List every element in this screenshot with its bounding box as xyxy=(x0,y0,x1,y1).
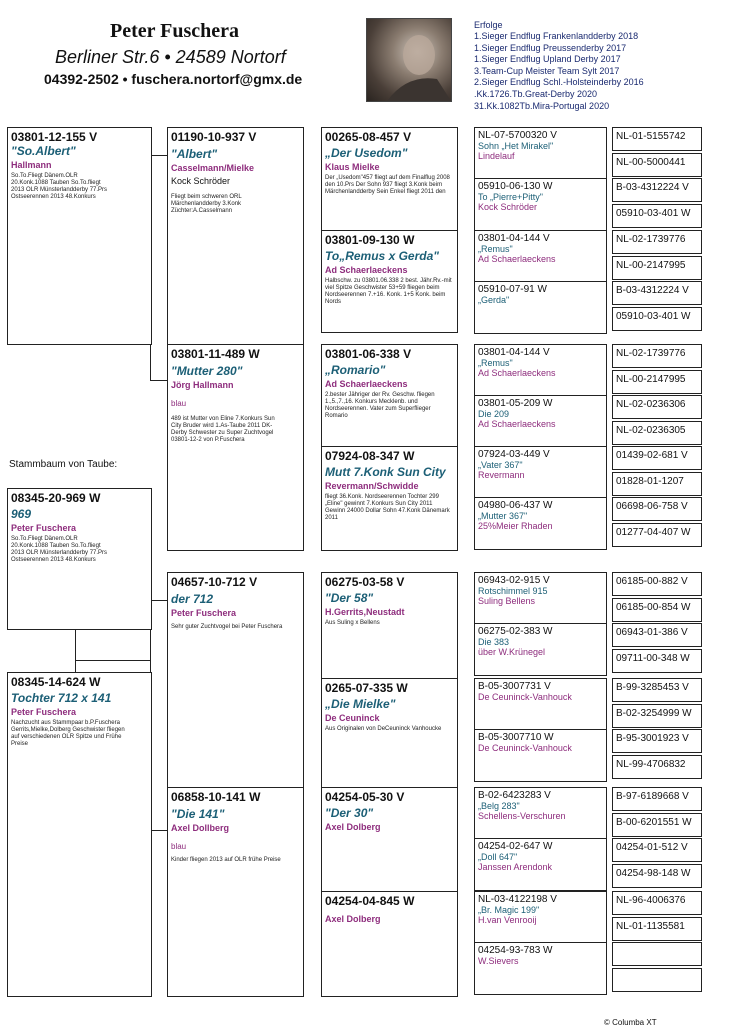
ancestor-ring-box[interactable] xyxy=(612,917,702,941)
pigeon-card[interactable] xyxy=(474,395,607,448)
pigeon-card[interactable] xyxy=(474,623,607,676)
erfolg-item: 31.Kk.1082Tb.Mira-Portugal 2020 xyxy=(474,100,610,111)
ancestor-ring-box[interactable] xyxy=(612,204,702,228)
ancestor-ring-box[interactable] xyxy=(612,178,702,202)
ring-number: B-97-6189668 V xyxy=(616,791,689,802)
erfolg-item: 1.Sieger Endflug Frankenlandderby 2018 xyxy=(474,31,639,41)
portrait-icon xyxy=(367,19,451,101)
breeder-name: 25%Meier Rhaden xyxy=(478,521,553,531)
ancestor-ring-box[interactable] xyxy=(612,649,702,673)
erfolge-list xyxy=(474,31,644,112)
pigeon-description: Aus Suling x Bellens xyxy=(325,620,380,626)
ring-number: 05910-07-91 W xyxy=(478,284,547,295)
breeder-name: Revermann/Schwidde xyxy=(325,481,419,491)
pigeon-description: So.To.Fliegt Dänem.OLR 20.Konk.1088 Tauben So.To.fliegt 2013 OLR Münsterlandderby 77.Prs Ostseerennen 2013 48.Konkurs xyxy=(11,536,108,563)
ring-number: NL-01-5155742 xyxy=(616,131,686,142)
pigeon-name: Mutt 7.Konk Sun City xyxy=(325,465,446,479)
pigeon-name: der 712 xyxy=(171,592,214,606)
ring-number: B-03-4312224 V xyxy=(616,285,689,296)
pigeon-description: fliegt 36.Konk. Nordseerennen Tochter 299 „Eline" gewinnt 7.Konkurs Sun City 2011 Gewinn 24000 Dollar Sohn 47.Konk Dänemark 2011 xyxy=(325,494,450,521)
breeder-name: Ad Schaerlaeckens xyxy=(478,419,556,429)
pigeon-name: „Die Mielke" xyxy=(325,697,396,711)
ring-number: 06275-02-383 W xyxy=(478,626,553,637)
breeder-name: über W.Krünegel xyxy=(478,647,546,657)
ring-number: 04657-10-712 V xyxy=(171,575,258,589)
ring-number: B-00-6201551 W xyxy=(616,817,692,828)
breeder-name: De Ceuninck-Vanhouck xyxy=(478,743,572,753)
ring-number: 06275-03-58 V xyxy=(325,575,405,589)
ancestor-ring-box[interactable] xyxy=(612,497,702,521)
ring-number: B-95-3001923 V xyxy=(616,733,689,744)
pigeon-card[interactable] xyxy=(167,344,304,551)
ancestor-ring-box[interactable] xyxy=(612,891,702,915)
breeder-name: Ad Schaerlaeckens xyxy=(325,379,408,389)
breeder-name: De Ceuninck-Vanhouck xyxy=(478,692,572,702)
ancestor-ring-box[interactable] xyxy=(612,127,702,151)
pigeon-description: Aus Originalen von DeCeuninck Vanhoucke xyxy=(325,726,442,732)
ring-number: 08345-14-624 W xyxy=(11,675,101,689)
breeder-name: Janssen Arendonk xyxy=(478,862,553,872)
ring-number xyxy=(613,943,701,946)
ring-number: 07924-03-449 V xyxy=(478,449,550,460)
ancestor-ring-box[interactable] xyxy=(612,678,702,702)
ancestor-ring-box[interactable] xyxy=(612,704,702,728)
erfolge-title: Erfolge xyxy=(474,20,503,30)
pigeon-card[interactable] xyxy=(167,127,304,345)
erfolg-item: 1.Sieger Endflug Preussenderby 2017 xyxy=(474,42,627,53)
breeder-name: Casselmann/Mielke xyxy=(171,163,255,173)
pigeon-card[interactable] xyxy=(474,942,607,995)
pigeon-card[interactable] xyxy=(474,678,607,730)
pigeon-name: "Mutter 280" xyxy=(171,364,243,378)
pigeon-name: Rotschimmel 915 xyxy=(478,586,548,596)
pigeon-description: 489 ist Mutter von Eline 7.Konkurs Sun City Bruder wird 1.As-Taube 2011 DK-Derby Schwester zu Super Zuchtvogel 03801-12-2 von P.Fuschera xyxy=(171,416,275,443)
pigeon-name: Die 209 xyxy=(478,409,510,419)
ring-number: NL-00-5000441 xyxy=(616,157,686,168)
ring-number: 07924-08-347 W xyxy=(325,449,415,463)
breeder-name: Kock Schröder xyxy=(478,202,538,212)
ring-number: B-05-3007710 W xyxy=(478,732,554,743)
ring-number: 06185-00-882 V xyxy=(616,576,688,587)
pigeon-name: „Der Usedom" xyxy=(325,146,408,160)
ancestor-ring-box[interactable] xyxy=(612,446,702,470)
ring-number: 04254-02-647 W xyxy=(478,841,553,852)
ring-number: 04980-06-437 W xyxy=(478,500,553,511)
pigeon-card[interactable] xyxy=(474,127,607,179)
pigeon-name: "Der 30" xyxy=(325,806,374,820)
ring-number: 04254-04-845 W xyxy=(325,894,415,908)
ancestor-ring-box[interactable] xyxy=(612,344,702,368)
ancestor-ring-box[interactable] xyxy=(612,787,702,811)
pigeon-name: "Albert" xyxy=(171,147,218,161)
pigeon-card[interactable] xyxy=(474,729,607,782)
ring-number: NL-00-2147995 xyxy=(616,260,686,271)
pigeon-card[interactable] xyxy=(321,891,458,997)
breeder-name: W.Sievers xyxy=(478,956,519,966)
pigeon-name: Sohn „Het Mirakel" xyxy=(478,141,554,151)
pigeon-card[interactable] xyxy=(7,488,152,630)
pigeon-name: Die 383 xyxy=(478,637,510,647)
breeder-name: Lindelauf xyxy=(478,151,515,161)
ring-number: 05910-06-130 W xyxy=(478,181,553,192)
ancestor-ring-box[interactable] xyxy=(612,395,702,419)
breeder-name: Jörg Hallmann xyxy=(171,380,234,390)
ring-number: NL-02-1739776 xyxy=(616,348,686,359)
pigeon-description: Sehr guter Zuchtvogel bei Peter Fuschera xyxy=(171,624,283,630)
pigeon-name: „Br. Magic 199" xyxy=(478,905,540,915)
ring-number: 03801-05-209 W xyxy=(478,398,553,409)
connector xyxy=(150,380,167,381)
ring-number: 05910-03-401 W xyxy=(616,311,691,322)
breeder-name: Axel Dolberg xyxy=(325,914,381,924)
connector xyxy=(75,660,150,661)
ancestor-ring-box[interactable] xyxy=(612,838,702,862)
pigeon-card[interactable] xyxy=(474,497,607,550)
ring-number: 04254-93-783 W xyxy=(478,945,553,956)
connector xyxy=(150,600,167,601)
pigeon-card[interactable] xyxy=(474,572,607,624)
pigeon-description: Kinder fliegen 2013 auf OLR frühe Preise xyxy=(171,857,281,863)
ancestor-ring-box[interactable] xyxy=(612,942,702,966)
ancestor-ring-box[interactable] xyxy=(612,523,702,547)
pigeon-name: „Doll 647" xyxy=(478,852,518,862)
pigeon-name: "Die 141" xyxy=(171,807,225,821)
ring-number: 04254-01-512 V xyxy=(616,842,688,853)
ancestor-ring-box[interactable] xyxy=(612,968,702,992)
ring-number: 04254-98-148 W xyxy=(616,868,691,879)
ring-number: NL-00-2147995 xyxy=(616,374,686,385)
pigeon-card[interactable] xyxy=(474,230,607,282)
pigeon-name: „Belg 283" xyxy=(478,801,520,811)
co-breeder: Kock Schröder xyxy=(171,176,231,186)
erfolg-item: .Kk.1726.Tb.Great-Derby 2020 xyxy=(474,88,598,99)
ring-number: NL-02-1739776 xyxy=(616,234,686,245)
ring-number: 03801-11-489 W xyxy=(171,347,260,361)
ancestor-ring-box[interactable] xyxy=(612,421,702,445)
breeder-name: Peter Fuschera xyxy=(11,707,77,717)
pigeon-card[interactable] xyxy=(321,678,458,788)
pigeon-card[interactable] xyxy=(321,344,458,447)
ring-number: 08345-20-969 W xyxy=(11,491,101,505)
breeder-name: Suling Bellens xyxy=(478,596,536,606)
ancestor-ring-box[interactable] xyxy=(612,598,702,622)
pigeon-card[interactable] xyxy=(474,344,607,396)
ancestor-ring-box[interactable] xyxy=(612,623,702,647)
ring-number: 06185-00-854 W xyxy=(616,602,691,613)
pigeon-description: Halbschw. zu 03801.06.338 2 best. Jähr.Rv.-mit viel Spitze Geschwister 53+59 fliegen beim Nordseerennen 7.+16. Konk. 1+5 Konk. beim Nords xyxy=(325,278,452,305)
ring-number: NL-01-1135581 xyxy=(616,921,685,932)
ring-number: NL-07-5700320 V xyxy=(478,130,557,141)
breeder-name: Klaus Mielke xyxy=(325,162,380,172)
ring-number: 03801-04-144 V xyxy=(478,233,550,244)
ancestor-ring-box[interactable] xyxy=(612,153,702,177)
ancestor-ring-box[interactable] xyxy=(612,230,702,254)
ring-number: B-02-3254999 W xyxy=(616,708,692,719)
breeder-name: H.Gerrits,Neustadt xyxy=(325,607,405,617)
pigeon-color: blau xyxy=(171,399,187,408)
pigeon-card[interactable] xyxy=(474,446,607,498)
pigeon-name: Tochter 712 x 141 xyxy=(11,691,112,705)
breeder-name: H.van Venrooij xyxy=(478,915,537,925)
ring-number: 03801-12-155 V xyxy=(11,130,98,144)
breeder-name: Ad Schaerlaeckens xyxy=(478,368,556,378)
pigeon-card[interactable] xyxy=(474,838,607,891)
connector xyxy=(75,630,76,675)
ring-number: 06858-10-141 W xyxy=(171,790,261,804)
ring-number: 0265-07-335 W xyxy=(325,681,408,695)
ring-number: B-99-3285453 V xyxy=(616,682,689,693)
pigeon-card[interactable] xyxy=(7,672,152,997)
ring-number: 09711-00-348 W xyxy=(616,653,690,664)
pigeon-name: „Gerda" xyxy=(478,295,510,305)
ring-number: 00265-08-457 V xyxy=(325,130,412,144)
pigeon-card[interactable] xyxy=(167,787,304,997)
ancestor-ring-box[interactable] xyxy=(612,256,702,280)
pigeon-card[interactable] xyxy=(321,446,458,551)
owner-contact: 04392-2502 • fuschera.nortorf@gmx.de xyxy=(44,71,303,87)
pigeon-name: „Remus" xyxy=(478,244,513,254)
ancestor-ring-box[interactable] xyxy=(612,572,702,596)
erfolg-item: 1.Sieger Endflug Upland Derby 2017 xyxy=(474,54,621,65)
breeder-name: Peter Fuschera xyxy=(171,608,237,618)
breeder-name: Peter Fuschera xyxy=(11,523,77,533)
breeder-name: Ad Schaerlaeckens xyxy=(325,265,408,275)
pigeon-name: „Remus" xyxy=(478,358,513,368)
pigeon-card[interactable] xyxy=(167,572,304,788)
owner-photo xyxy=(366,18,452,102)
pigeon-card[interactable] xyxy=(7,127,152,345)
ring-number: B-05-3007731 V xyxy=(478,681,551,692)
erfolg-item: 3.Team-Cup Meister Team Sylt 2017 xyxy=(474,65,620,76)
owner-address: Berliner Str.6 • 24589 Nortorf xyxy=(55,47,286,67)
stammbaum-label: Stammbaum von Taube: xyxy=(9,459,118,470)
ring-number: NL-02-0236306 xyxy=(616,399,686,410)
ring-number: 01828-01-1207 xyxy=(616,476,684,487)
pigeon-name: "Der 58" xyxy=(325,591,374,605)
ring-number: 03801-09-130 W xyxy=(325,233,415,247)
ring-number: 06698-06-758 V xyxy=(616,501,688,512)
pigeon-card[interactable] xyxy=(474,178,607,231)
connector xyxy=(150,155,167,156)
ring-number: 06943-01-386 V xyxy=(616,627,688,638)
ancestor-ring-box[interactable] xyxy=(612,307,702,331)
footer-credit: © Columba XT xyxy=(604,1018,657,1027)
pigeon-card[interactable] xyxy=(321,787,458,892)
pigeon-card[interactable] xyxy=(474,891,607,943)
pigeon-name: „Romario" xyxy=(325,363,386,377)
pigeon-card[interactable] xyxy=(474,787,607,839)
pigeon-name: „Mutter 367" xyxy=(478,511,528,521)
breeder-name: Schellens-Verschuren xyxy=(478,811,566,821)
ring-number: NL-99-4706832 xyxy=(616,759,686,770)
pigeon-color: blau xyxy=(171,842,187,851)
breeder-name: Ad Schaerlaeckens xyxy=(478,254,556,264)
ring-number: 01439-02-681 V xyxy=(616,450,688,461)
ancestor-ring-box[interactable] xyxy=(612,729,702,753)
pigeon-description: 2.bester Jähriger der Rv. Geschw. fliegen 1.,5.,7.,16. Konkurs Mecklenb. und Nordseerennen. Vater zum Superflieger Romario xyxy=(325,392,435,419)
pigeon-card[interactable] xyxy=(321,230,458,333)
breeder-name: Axel Dolberg xyxy=(325,822,381,832)
ring-number xyxy=(613,969,701,972)
pigeon-name: To „Pierre+Pitty" xyxy=(478,192,543,202)
ring-number: 05910-03-401 W xyxy=(616,208,691,219)
pigeon-description: So.To.Fliegt Dänem.OLR 20.Konk.1088 Tauben So.To.fliegt 2013 OLR Münsterlandderby 77.Prs Ostseerennen 2013 48.Konkurs xyxy=(11,173,108,200)
ancestor-ring-box[interactable] xyxy=(612,813,702,837)
ring-number: B-02-6423283 V xyxy=(478,790,551,801)
breeder-name: Axel Dollberg xyxy=(171,823,230,833)
ring-number: NL-96-4006376 xyxy=(616,895,686,906)
pigeon-card[interactable] xyxy=(321,572,458,679)
pigeon-description: Nachzucht aus Stammpaar b.P.Fuschera Gerrits,Mielke,Dolberg Geschwister fliegen auf verschiedenen OLR Spitze und Frühe Preise xyxy=(11,720,125,747)
ring-number: 01190-10-937 V xyxy=(171,130,257,144)
pigeon-card[interactable] xyxy=(474,281,607,334)
ring-number: NL-02-0236305 xyxy=(616,425,686,436)
breeder-name: Hallmann xyxy=(11,160,52,170)
ancestor-ring-box[interactable] xyxy=(612,281,702,305)
ring-number: B-03-4312224 V xyxy=(616,182,689,193)
ring-number: 01277-04-407 W xyxy=(616,527,691,538)
pigeon-description: Der „Usedom"457 fliegt auf dem Finalflug 2008 den 10.Prs Der Sohn 937 fliegt 3.Konk beim Märchenlandderby Sein Enkel fliegt 2011 den xyxy=(325,175,450,195)
breeder-name: De Ceuninck xyxy=(325,713,380,723)
ring-number: NL-03-4122198 V xyxy=(478,894,557,905)
ancestor-ring-box[interactable] xyxy=(612,864,702,888)
erfolg-item: 2.Sieger Endflug Schl.-Holsteinderby 2016 xyxy=(474,77,644,88)
pigeon-description: Fliegt beim schweren ORL Märchenlandderby 3.Konk Züchter:A.Casselmann xyxy=(171,194,242,214)
pigeon-name: To„Remus x Gerda" xyxy=(325,249,439,263)
ancestor-ring-box[interactable] xyxy=(612,370,702,394)
pigeon-card[interactable] xyxy=(321,127,458,231)
ring-number: 03801-06-338 V xyxy=(325,347,412,361)
breeder-name: Revermann xyxy=(478,470,525,480)
ring-number: 03801-04-144 V xyxy=(478,347,550,358)
ancestor-ring-box[interactable] xyxy=(612,755,702,779)
connector xyxy=(150,830,167,831)
owner-name: Peter Fuschera xyxy=(110,20,240,42)
ancestor-ring-box[interactable] xyxy=(612,472,702,496)
pigeon-name: „Vater 367" xyxy=(478,460,523,470)
ring-number: 04254-05-30 V xyxy=(325,790,405,804)
ring-number: 06943-02-915 V xyxy=(478,575,550,586)
pigeon-name: 969 xyxy=(11,507,32,521)
pigeon-name: "So.Albert" xyxy=(11,144,76,158)
